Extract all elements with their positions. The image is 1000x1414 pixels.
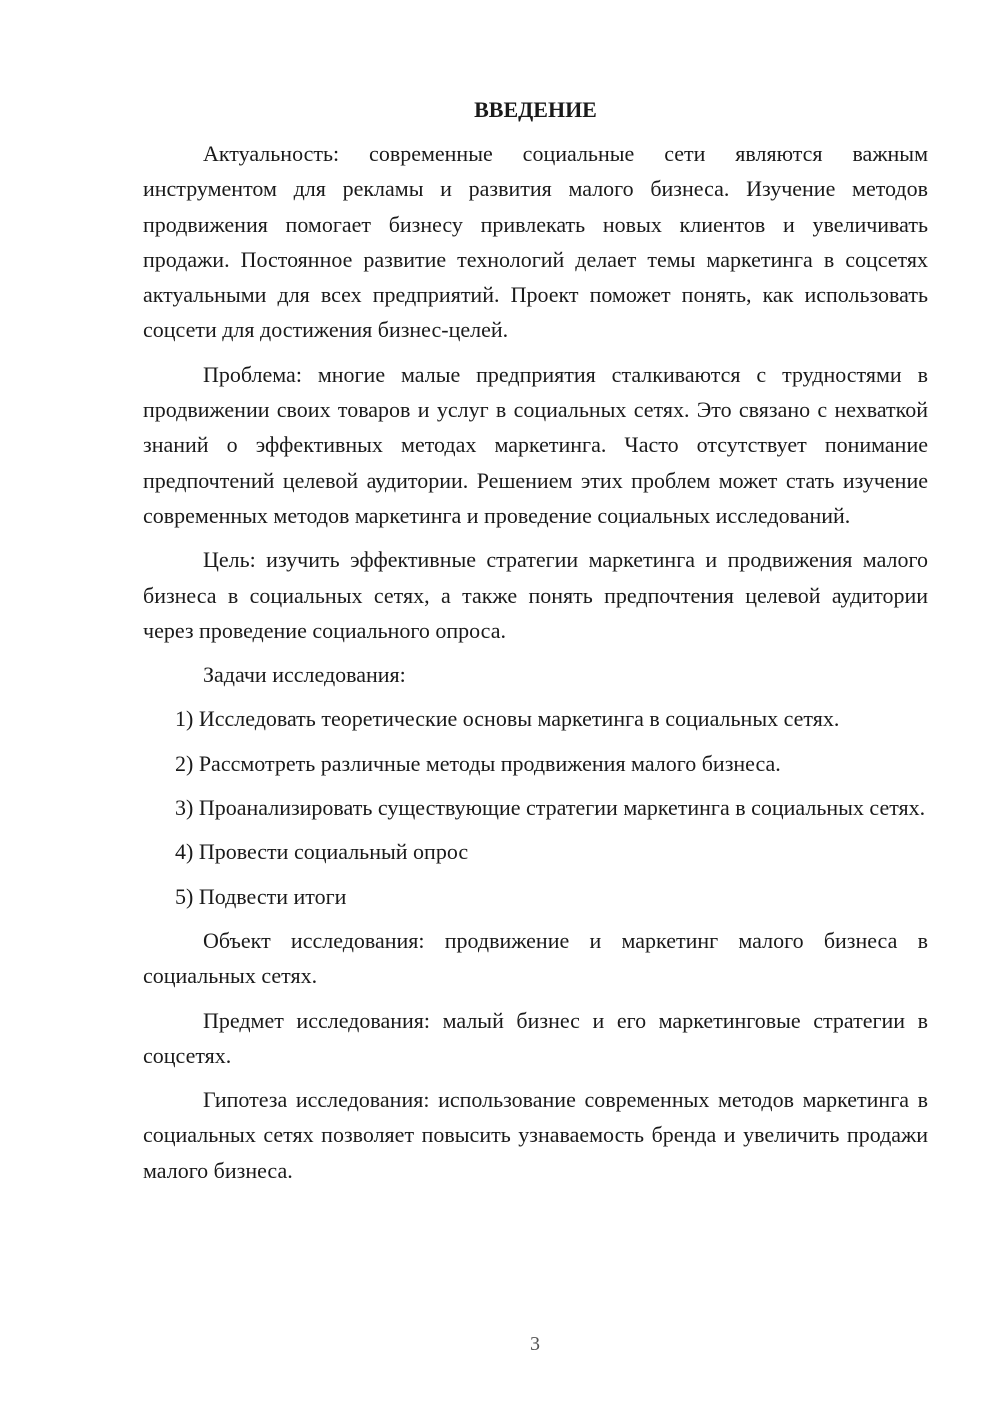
task-item-1: 1) Исследовать теоретические основы маркетинга в социальных сетях. (175, 706, 840, 732)
tasks-heading: Задачи исследования: (203, 662, 406, 688)
task-item-3: 3) Проанализировать существующие стратегии маркетинга в социальных сетях. (175, 795, 926, 821)
task-item-2: 2) Рассмотреть различные методы продвижения малого бизнеса. (175, 750, 781, 776)
paragraph-problem: Проблема: многие малые предприятия сталкиваются с трудностями в продвижении своих товаров и услуг в социальных сетях. Это связано с нехваткой знаний о эффективных методах маркетинга. Часто отсутствует понимание предпочтений целевой аудитории. Решением этих проблем может стать изучение современных методов маркетинга и проведение социальных исследований. (143, 361, 928, 528)
page-content (143, 92, 928, 1197)
section-title: ВВЕДЕНИЕ (474, 97, 597, 122)
paragraph-object: Объект исследования: продвижение и маркетинг малого бизнеса в социальных сетях. (143, 927, 928, 989)
paragraph-relevance: Актуальность: современные социальные сети являются важным инструментом для рекламы и развития малого бизнеса. Изучение методов продвижения помогает бизнесу привлекать новых клиентов и увеличивать продажи. Постоянное развитие технологий делает темы маркетинга в соцсетях актуальными для всех предприятий. Проект поможет понять, как использовать соцсети для достижения бизнес-целей. (143, 141, 928, 343)
page-number: 3 (530, 1333, 540, 1355)
paragraph-hypothesis: Гипотеза исследования: использование современных методов маркетинга в социальных сетях позволяет повысить узнаваемость бренда и увеличить продажи малого бизнеса. (143, 1087, 928, 1183)
task-item-5: 5) Подвести итоги (175, 883, 347, 909)
paragraph-subject: Предмет исследования: малый бизнес и его маркетинговые стратегии в соцсетях. (143, 1007, 928, 1068)
paragraph-goal: Цель: изучить эффективные стратегии маркетинга и продвижения малого бизнеса в социальных сетях, а также понять предпочтения целевой аудитории через проведение социального опроса. (143, 547, 928, 643)
task-item-4: 4) Провести социальный опрос (175, 839, 469, 865)
